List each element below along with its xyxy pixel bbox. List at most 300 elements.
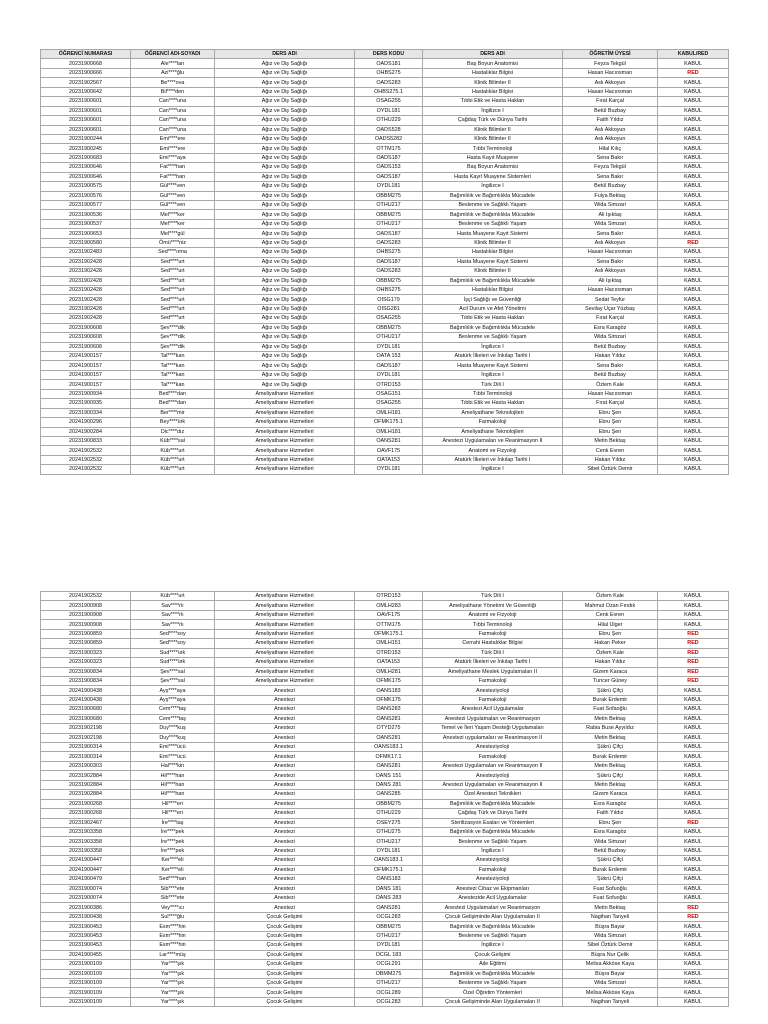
course-code-cell: OATA153: [355, 658, 423, 667]
course-name-cell: Bağımlılık ve Bağımlılıkla Mücadele: [423, 827, 563, 836]
student-number-cell: 20231900683: [41, 153, 131, 162]
instructor-cell: Hakan Yıldız: [563, 658, 658, 667]
course-name-cell: Beslenme ve Sağlıklı Yaşam: [423, 837, 563, 846]
student-name-cell: Sul****ğlu: [131, 912, 215, 921]
decision-cell: KABUL: [658, 59, 729, 68]
department-cell: Ağız ve Diş Sağlığı: [215, 361, 355, 370]
decision-cell: KABUL: [658, 714, 729, 723]
student-name-cell: Duy****kuş: [131, 733, 215, 742]
student-name-cell: Küb****urt: [131, 592, 215, 601]
course-code-cell: OADS283: [355, 78, 423, 87]
department-cell: Anestezi: [215, 790, 355, 799]
department-cell: Anestezi: [215, 818, 355, 827]
student-number-cell: 20231900642: [41, 87, 131, 96]
course-name-cell: Türk Dili I: [423, 648, 563, 657]
decision-cell: KABUL: [658, 695, 729, 704]
page2-table-body: [41, 592, 729, 1007]
decision-cell: KABUL: [658, 106, 729, 115]
student-name-cell: Tal****kan: [131, 361, 215, 370]
student-name-cell: Esm****hin: [131, 931, 215, 940]
course-code-cell: OSAG151: [355, 389, 423, 398]
department-cell: Ağız ve Diş Sağlığı: [215, 68, 355, 77]
student-name-cell: Sib****ete: [131, 884, 215, 893]
course-code-cell: OADS187: [355, 172, 423, 181]
course-name-cell: Özel Anestezi Teknikleri: [423, 790, 563, 799]
table-header-row: [41, 50, 729, 59]
course-name-cell: Bağımlılık ve Bağımlılıkla Mücadele: [423, 323, 563, 332]
department-cell: Ameliyathane Hizmetleri: [215, 629, 355, 638]
student-name-cell: Ömü****niz: [131, 238, 215, 247]
course-name-cell: İngilizce I: [423, 106, 563, 115]
department-cell: Ameliyathane Hizmetleri: [215, 436, 355, 445]
course-name-cell: Acil Durum ve Afet Yönetimi: [423, 304, 563, 313]
decision-cell: KABUL: [658, 780, 729, 789]
course-name-cell: Farmakoloji: [423, 676, 563, 685]
course-name-cell: Anesteziyoloji: [423, 771, 563, 780]
student-name-cell: Yar****şık: [131, 978, 215, 987]
course-code-cell: OTTM175: [355, 144, 423, 153]
table-row: [41, 771, 729, 780]
instructor-cell: Büşra Nur Çelik: [563, 950, 658, 959]
department-cell: Ameliyathane Hizmetleri: [215, 639, 355, 648]
student-name-cell: Emi****ücü: [131, 743, 215, 752]
table-row: [41, 761, 729, 770]
decision-cell: KABUL: [658, 827, 729, 836]
course-name-cell: Anestezi Uygulamaları ve Reanimasyon II: [423, 780, 563, 789]
instructor-cell: Şükrü Çifçi: [563, 686, 658, 695]
instructor-cell: Gizem Karaca: [563, 790, 658, 799]
student-name-cell: Emi****aya: [131, 153, 215, 162]
department-cell: Anestezi: [215, 837, 355, 846]
table-row: [41, 733, 729, 742]
instructor-cell: Büşra Bayar: [563, 969, 658, 978]
table-row: [41, 724, 729, 733]
course-name-cell: Anesteziyoloji: [423, 875, 563, 884]
course-name-cell: Beslenme ve Sağlıklı Yaşam: [423, 978, 563, 987]
course-name-cell: Bağımlılık ve Bağımlılıkla Mücadele: [423, 799, 563, 808]
student-number-cell: 20231900653: [41, 229, 131, 238]
course-name-cell: Tıbbi Terminoloji: [423, 144, 563, 153]
course-name-cell: Tıbbi Etik ve Hasta Hakları: [423, 97, 563, 106]
table-row: [41, 931, 729, 940]
course-code-cell: OTYD275: [355, 724, 423, 733]
student-name-cell: Sed****urt: [131, 314, 215, 323]
course-code-cell: OCGL 183: [355, 950, 423, 959]
table-row: [41, 361, 729, 370]
instructor-cell: Metin Bektaş: [563, 903, 658, 912]
course-code-cell: OTHU229: [355, 116, 423, 125]
table-row: [41, 399, 729, 408]
course-code-cell: OCGL289: [355, 988, 423, 997]
decision-cell: KABUL: [658, 733, 729, 742]
course-code-cell: OANS 181: [355, 884, 423, 893]
instructor-cell: Aslı Akkoyun: [563, 267, 658, 276]
table-row: [41, 827, 729, 836]
student-number-cell: 20231903358: [41, 846, 131, 855]
department-cell: Çocuk Gelişimi: [215, 912, 355, 921]
student-name-cell: Hil****han: [131, 790, 215, 799]
student-name-cell: Sed****soy: [131, 639, 215, 648]
department-cell: Anestezi: [215, 771, 355, 780]
course-code-cell: OADS528: [355, 125, 423, 134]
course-code-cell: OTHU217: [355, 219, 423, 228]
course-code-cell: OFMK175: [355, 676, 423, 685]
department-cell: Ameliyathane Hizmetleri: [215, 620, 355, 629]
department-cell: Ağız ve Diş Sağlığı: [215, 106, 355, 115]
course-name-cell: Hasta Kayıt Muayene Sistemleri: [423, 172, 563, 181]
student-number-cell: 20231900580: [41, 238, 131, 247]
department-cell: Ağız ve Diş Sağlığı: [215, 116, 355, 125]
table-row: [41, 743, 729, 752]
instructor-cell: Fuat Sofuoğlu: [563, 894, 658, 903]
decision-cell: KABUL: [658, 408, 729, 417]
student-number-cell: 20231902428: [41, 276, 131, 285]
table-row: [41, 856, 729, 865]
student-name-cell: Bed****dan: [131, 399, 215, 408]
decision-cell: KABUL: [658, 941, 729, 950]
student-number-cell: 20231900601: [41, 125, 131, 134]
student-number-cell: 20231900908: [41, 610, 131, 619]
decision-cell: KABUL: [658, 884, 729, 893]
decision-cell: KABUL: [658, 592, 729, 601]
student-name-cell: Mel****ker: [131, 219, 215, 228]
table-row: [41, 997, 729, 1006]
student-number-cell: 20231900668: [41, 59, 131, 68]
decision-cell: KABUL: [658, 743, 729, 752]
student-number-cell: 20231902884: [41, 780, 131, 789]
department-cell: Ameliyathane Hizmetleri: [215, 418, 355, 427]
course-name-cell: Tıbbi Etik ve Hasta Hakları: [423, 399, 563, 408]
decision-cell: KABUL: [658, 389, 729, 398]
student-name-cell: Sed****urt: [131, 276, 215, 285]
decision-cell: KABUL: [658, 342, 729, 351]
student-name-cell: Sib****ete: [131, 894, 215, 903]
instructor-cell: Hakan Yıldız: [563, 352, 658, 361]
student-number-cell: 20231900601: [41, 106, 131, 115]
decision-cell: KABUL: [658, 601, 729, 610]
table-row: [41, 97, 729, 106]
department-cell: Anestezi: [215, 856, 355, 865]
course-name-cell: Anestezi Cihaz ve Ekipmanları: [423, 884, 563, 893]
student-number-cell: 20231902467: [41, 818, 131, 827]
table-row: [41, 846, 729, 855]
table-row: [41, 125, 729, 134]
instructor-cell: Sena Bakır: [563, 257, 658, 266]
instructor-cell: Hasan Hacıosman: [563, 68, 658, 77]
decision-cell: KABUL: [658, 761, 729, 770]
course-name-cell: Tıbbi Etik ve Hasta Hakları: [423, 314, 563, 323]
course-code-cell: OHBS275: [355, 68, 423, 77]
decision-cell: KABUL: [658, 856, 729, 865]
course-code-cell: OANS 283: [355, 894, 423, 903]
course-name-cell: Anestezi Uygulamaları ve Reanimasyon: [423, 714, 563, 723]
table-row: [41, 172, 729, 181]
table-row: [41, 163, 729, 172]
department-cell: Anestezi: [215, 714, 355, 723]
department-cell: Ameliyathane Hizmetleri: [215, 465, 355, 474]
department-cell: Anestezi: [215, 761, 355, 770]
course-name-cell: Beslenme ve Sağlıklı Yaşam: [423, 219, 563, 228]
department-cell: Anestezi: [215, 894, 355, 903]
instructor-cell: Mahmut Ozan Fındık: [563, 601, 658, 610]
student-number-cell: 20231900537: [41, 219, 131, 228]
student-name-cell: Dic****dız: [131, 427, 215, 436]
course-code-cell: OBBM275: [355, 191, 423, 200]
course-name-cell: Hastalıklar Bilgisi: [423, 248, 563, 257]
student-number-cell: 20231900109: [41, 960, 131, 969]
student-name-cell: Sed****han: [131, 875, 215, 884]
instructor-cell: Esra Karagöz: [563, 827, 658, 836]
department-cell: Çocuk Gelişimi: [215, 988, 355, 997]
decision-cell: KABUL: [658, 352, 729, 361]
course-name-cell: Baş Boyun Anatomisi: [423, 59, 563, 68]
decision-cell: KABUL: [658, 285, 729, 294]
department-cell: Ağız ve Diş Sağlığı: [215, 201, 355, 210]
table-row: [41, 68, 729, 77]
decision-cell: KABUL: [658, 295, 729, 304]
decision-cell: RED: [658, 648, 729, 657]
instructor-cell: Metin Bektaş: [563, 761, 658, 770]
table-row: [41, 295, 729, 304]
course-name-cell: Anestezi uygulamaları ve Reanimasyon II: [423, 733, 563, 742]
course-code-cell: OADS283: [355, 267, 423, 276]
decision-cell: KABUL: [658, 809, 729, 818]
page2-table: [40, 591, 729, 1007]
table-row: [41, 248, 729, 257]
course-name-cell: Farmakoloji: [423, 629, 563, 638]
student-name-cell: Duy****kuş: [131, 724, 215, 733]
student-name-cell: Emi****ere: [131, 134, 215, 143]
department-cell: Çocuk Gelişimi: [215, 969, 355, 978]
department-cell: Çocuk Gelişimi: [215, 997, 355, 1006]
student-name-cell: Be****ova: [131, 78, 215, 87]
table-row: [41, 912, 729, 921]
department-cell: Ağız ve Diş Sağlığı: [215, 59, 355, 68]
department-cell: Anestezi: [215, 846, 355, 855]
student-name-cell: İre****pek: [131, 846, 215, 855]
decision-cell: RED: [658, 903, 729, 912]
student-name-cell: Yar****şık: [131, 969, 215, 978]
department-cell: Ağız ve Diş Sağlığı: [215, 97, 355, 106]
instructor-cell: Nagihan Tanyeli: [563, 997, 658, 1006]
table-row: [41, 969, 729, 978]
decision-cell: KABUL: [658, 610, 729, 619]
table-row: [41, 667, 729, 676]
student-number-cell: 20241902532: [41, 455, 131, 464]
table-row: [41, 639, 729, 648]
instructor-cell: Wida Simzari: [563, 931, 658, 940]
student-name-cell: Şev****dik: [131, 342, 215, 351]
student-number-cell: 20231900601: [41, 97, 131, 106]
instructor-cell: Sena Bakır: [563, 361, 658, 370]
student-number-cell: 20231900438: [41, 912, 131, 921]
department-cell: Anestezi: [215, 724, 355, 733]
instructor-cell: Hakan Yıldız: [563, 455, 658, 464]
table-row: [41, 837, 729, 846]
student-name-cell: Vey****ıcı: [131, 903, 215, 912]
department-cell: Anestezi: [215, 695, 355, 704]
decision-cell: KABUL: [658, 399, 729, 408]
table-row: [41, 285, 729, 294]
course-name-cell: Aile Eğitimi: [423, 960, 563, 969]
table-row: [41, 418, 729, 427]
course-name-cell: Bağımlılık ve Bağımlılıkla Mücadele: [423, 276, 563, 285]
table-row: [41, 884, 729, 893]
course-code-cell: OANS283: [355, 705, 423, 714]
student-name-cell: Hil****han: [131, 771, 215, 780]
course-code-cell: OBBM275: [355, 276, 423, 285]
instructor-cell: Şükrü Çifçi: [563, 771, 658, 780]
student-name-cell: Sed****urt: [131, 295, 215, 304]
course-code-cell: OSAG255: [355, 314, 423, 323]
department-cell: Çocuk Gelişimi: [215, 922, 355, 931]
department-cell: Anestezi: [215, 827, 355, 836]
decision-cell: KABUL: [658, 922, 729, 931]
student-number-cell: 20241900438: [41, 695, 131, 704]
decision-cell: KABUL: [658, 323, 729, 332]
instructor-cell: Sibel Öztürk Demir: [563, 941, 658, 950]
department-cell: Ameliyathane Hizmetleri: [215, 446, 355, 455]
table-row: [41, 799, 729, 808]
student-name-cell: Cem****taş: [131, 714, 215, 723]
table-row: [41, 134, 729, 143]
course-name-cell: Hasta Muayene Kayıt Sistemi: [423, 229, 563, 238]
student-name-cell: Mel****gül: [131, 229, 215, 238]
table-row: [41, 116, 729, 125]
instructor-cell: Hilal Ulger: [563, 620, 658, 629]
student-name-cell: Hil****han: [131, 780, 215, 789]
student-number-cell: 20231902567: [41, 78, 131, 87]
department-cell: Anestezi: [215, 705, 355, 714]
student-name-cell: Ayş****aya: [131, 686, 215, 695]
student-name-cell: İre****pek: [131, 827, 215, 836]
instructor-cell: Sibel Öztürk Demir: [563, 465, 658, 474]
student-number-cell: 20231900536: [41, 210, 131, 219]
student-number-cell: 20231900577: [41, 201, 131, 210]
instructor-cell: Hasan Hacıosman: [563, 248, 658, 257]
department-cell: Ağız ve Diş Sağlığı: [215, 210, 355, 219]
student-number-cell: 20231900244: [41, 134, 131, 143]
instructor-cell: Sena Bakır: [563, 153, 658, 162]
course-name-cell: Türk Dili I: [423, 592, 563, 601]
course-code-cell: OANS 281: [355, 780, 423, 789]
decision-cell: KABUL: [658, 686, 729, 695]
table-row: [41, 78, 729, 87]
table-row: [41, 304, 729, 313]
course-code-cell: OFMK175.1: [355, 865, 423, 874]
student-number-cell: 20241900157: [41, 352, 131, 361]
course-code-cell: OISG179: [355, 295, 423, 304]
department-cell: Ağız ve Diş Sağlığı: [215, 267, 355, 276]
course-name-cell: Ameliyathane Teknolojileri: [423, 408, 563, 417]
course-name-cell: Beslenme ve Sağlıklı Yaşam: [423, 931, 563, 940]
student-number-cell: 20231900268: [41, 809, 131, 818]
department-cell: Anestezi: [215, 875, 355, 884]
course-name-cell: Bağımlılık ve Bağımlılıkla Mücadele: [423, 922, 563, 931]
department-cell: Çocuk Gelişimi: [215, 978, 355, 987]
student-number-cell: 20231902198: [41, 733, 131, 742]
student-name-cell: Ker****eli: [131, 865, 215, 874]
student-name-cell: İre****pek: [131, 837, 215, 846]
course-code-cell: OYDL181: [355, 370, 423, 379]
student-number-cell: 20231900109: [41, 978, 131, 987]
student-number-cell: 20231900268: [41, 799, 131, 808]
course-name-cell: Ameliyathane Teknolojileri: [423, 427, 563, 436]
student-name-cell: Hil****eri: [131, 809, 215, 818]
table-row: [41, 267, 729, 276]
course-code-cell: OTHU229: [355, 809, 423, 818]
course-code-cell: OANS285: [355, 790, 423, 799]
course-code-cell: OYDL181: [355, 846, 423, 855]
department-cell: Ameliyathane Hizmetleri: [215, 592, 355, 601]
decision-cell: KABUL: [658, 267, 729, 276]
student-name-cell: Tal****kan: [131, 380, 215, 389]
course-code-cell: OMLH181: [355, 408, 423, 417]
student-number-cell: 20231902428: [41, 304, 131, 313]
department-cell: Ağız ve Diş Sağlığı: [215, 125, 355, 134]
department-cell: Anestezi: [215, 686, 355, 695]
course-name-cell: İngilizce I: [423, 370, 563, 379]
course-name-cell: Hastalıklar Bilgisi: [423, 68, 563, 77]
instructor-cell: Fuat Sofuoğlu: [563, 884, 658, 893]
student-number-cell: 20231903358: [41, 837, 131, 846]
course-code-cell: OADS187: [355, 361, 423, 370]
student-number-cell: 20231900334: [41, 408, 131, 417]
instructor-cell: Tuncer Güney: [563, 676, 658, 685]
student-name-cell: Can****una: [131, 125, 215, 134]
decision-cell: KABUL: [658, 865, 729, 874]
decision-cell: KABUL: [658, 752, 729, 761]
course-code-cell: OANS281: [355, 714, 423, 723]
course-code-cell: OCGL291: [355, 960, 423, 969]
course-code-cell: OADS5282: [355, 134, 423, 143]
decision-cell: RED: [658, 658, 729, 667]
course-code-cell: OYDL181: [355, 182, 423, 191]
course-name-cell: Anatomi ve Fizyoloji: [423, 610, 563, 619]
course-name-cell: Klinik Bilimler II: [423, 125, 563, 134]
course-name-cell: Özel Öğretim Yöntemleri: [423, 988, 563, 997]
course-name-cell: Hasta Muayene Kayıt Sistemi: [423, 257, 563, 266]
student-number-cell: 20231900245: [41, 144, 131, 153]
student-name-cell: Şev****sal: [131, 667, 215, 676]
instructor-cell: Betül Buzbay: [563, 182, 658, 191]
student-name-cell: Sed****soy: [131, 629, 215, 638]
course-name-cell: Hasta Kayıt Muayene: [423, 153, 563, 162]
header-department: DERS ADI: [215, 50, 355, 59]
student-number-cell: 20231900680: [41, 705, 131, 714]
instructor-cell: Aslı Akkoyun: [563, 238, 658, 247]
department-cell: Çocuk Gelişimi: [215, 941, 355, 950]
table-row: [41, 333, 729, 342]
course-name-cell: Hastalıklar Bilgisi: [423, 285, 563, 294]
student-name-cell: Sed****urt: [131, 267, 215, 276]
department-cell: Ağız ve Diş Sağlığı: [215, 323, 355, 332]
student-number-cell: 20231902428: [41, 285, 131, 294]
decision-cell: KABUL: [658, 875, 729, 884]
student-name-cell: Sed****urt: [131, 257, 215, 266]
student-number-cell: 20231900576: [41, 191, 131, 200]
student-name-cell: Tal****kan: [131, 370, 215, 379]
instructor-cell: Esra Karagöz: [563, 323, 658, 332]
table-row: [41, 257, 729, 266]
course-code-cell: OSAG255: [355, 399, 423, 408]
course-name-cell: Klinik Bilimler II: [423, 78, 563, 87]
course-code-cell: OTHU217: [355, 931, 423, 940]
student-name-cell: Esm****hin: [131, 922, 215, 931]
course-code-cell: OATA153: [355, 455, 423, 464]
decision-cell: KABUL: [658, 78, 729, 87]
decision-cell: KABUL: [658, 201, 729, 210]
